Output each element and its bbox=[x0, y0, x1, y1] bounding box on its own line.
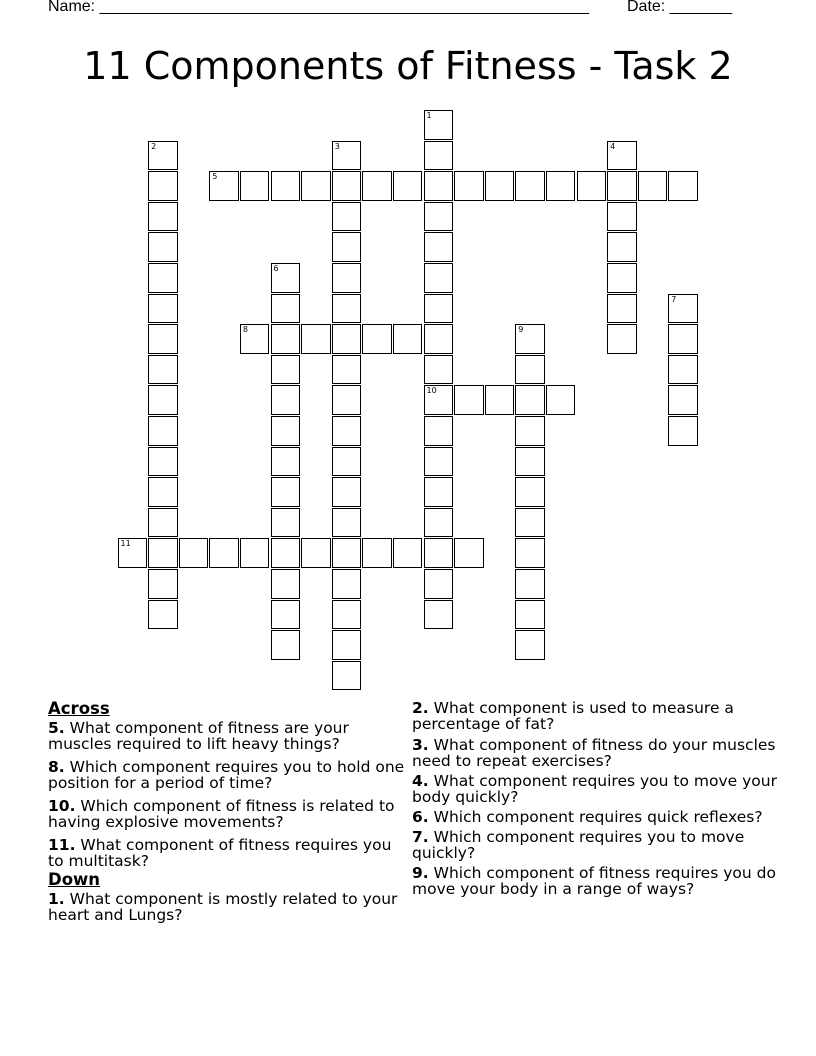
clue-text: What component of fitness do your muscles need to repeat exercises? bbox=[412, 736, 776, 770]
clue-number-label: 7 bbox=[671, 294, 677, 304]
crossword-cell[interactable] bbox=[301, 538, 331, 568]
crossword-cell[interactable] bbox=[424, 324, 454, 354]
crossword-cell[interactable] bbox=[332, 232, 362, 262]
clue-number-label: 6 bbox=[273, 264, 279, 273]
crossword-cell[interactable] bbox=[454, 385, 484, 415]
clue-number: 3. bbox=[412, 736, 429, 754]
crossword-cell[interactable] bbox=[332, 569, 362, 599]
clue-number: 6. bbox=[412, 808, 429, 826]
crossword-cell[interactable] bbox=[424, 141, 454, 171]
crossword-cell[interactable] bbox=[271, 416, 301, 446]
crossword-cell[interactable] bbox=[668, 324, 698, 354]
clue-down-6 bbox=[412, 809, 782, 825]
clue-across-11 bbox=[48, 837, 408, 869]
clue-text: What component is used to measure a percentage of fat? bbox=[412, 699, 734, 733]
crossword-cell[interactable] bbox=[515, 600, 545, 630]
crossword-cell[interactable] bbox=[577, 171, 607, 201]
crossword-cell[interactable] bbox=[515, 538, 545, 568]
crossword-cell[interactable] bbox=[607, 294, 637, 324]
crossword-cell[interactable] bbox=[179, 538, 209, 568]
clues-left-column bbox=[48, 700, 408, 930]
crossword-cell[interactable] bbox=[607, 263, 637, 293]
crossword-cell[interactable] bbox=[668, 416, 698, 446]
crossword-cell[interactable] bbox=[424, 355, 454, 385]
crossword-cell[interactable] bbox=[118, 538, 148, 568]
crossword-cell[interactable] bbox=[148, 508, 178, 538]
crossword-cell[interactable] bbox=[148, 385, 178, 415]
clue-number: 10. bbox=[48, 797, 76, 815]
crossword-cell[interactable] bbox=[424, 171, 454, 201]
crossword-cell[interactable] bbox=[332, 600, 362, 630]
clue-number: 8. bbox=[48, 758, 65, 776]
crossword-cell[interactable] bbox=[148, 355, 178, 385]
crossword-cell[interactable] bbox=[148, 171, 178, 201]
clue-number-label: 9 bbox=[518, 325, 524, 335]
crossword-cell[interactable] bbox=[240, 171, 270, 201]
clue-number: 9. bbox=[412, 864, 429, 882]
crossword-cell[interactable] bbox=[668, 294, 698, 324]
clues-right-column bbox=[412, 700, 782, 904]
clue-text: What component requires you to move your body quickly? bbox=[412, 772, 777, 806]
crossword-cell[interactable] bbox=[515, 477, 545, 507]
crossword-cell[interactable] bbox=[332, 508, 362, 538]
crossword-cell[interactable] bbox=[271, 385, 301, 415]
clue-number: 2. bbox=[412, 699, 429, 717]
crossword-cell[interactable] bbox=[332, 355, 362, 385]
clue-down-4 bbox=[412, 773, 782, 805]
clue-number-label: 2 bbox=[151, 141, 157, 151]
crossword-cell[interactable] bbox=[271, 630, 301, 660]
crossword-cell[interactable] bbox=[424, 202, 454, 232]
crossword-cell[interactable] bbox=[148, 141, 178, 171]
crossword-cell[interactable] bbox=[424, 385, 454, 415]
clue-number-label: 11 bbox=[120, 539, 131, 549]
clue-across-10 bbox=[48, 798, 408, 830]
clue-number-label: 5 bbox=[212, 172, 218, 182]
crossword-cell[interactable] bbox=[332, 141, 362, 171]
crossword-cell[interactable] bbox=[515, 171, 545, 201]
crossword-cell[interactable] bbox=[148, 477, 178, 507]
crossword-cell[interactable] bbox=[209, 538, 239, 568]
clue-text: What component is mostly related to your heart and Lungs? bbox=[48, 890, 398, 924]
crossword-cell[interactable] bbox=[515, 324, 545, 354]
crossword-cell[interactable] bbox=[240, 538, 270, 568]
crossword-cell[interactable] bbox=[148, 263, 178, 293]
clue-number: 1. bbox=[48, 890, 65, 908]
crossword-cell[interactable] bbox=[271, 171, 301, 201]
crossword-cell[interactable] bbox=[148, 600, 178, 630]
crossword-cell[interactable] bbox=[424, 416, 454, 446]
crossword-cell[interactable] bbox=[424, 110, 454, 140]
crossword-cell[interactable] bbox=[301, 324, 331, 354]
clue-text: Which component requires quick reflexes? bbox=[428, 808, 763, 826]
crossword-cell[interactable] bbox=[148, 294, 178, 324]
crossword-cell[interactable] bbox=[424, 508, 454, 538]
crossword-cell[interactable] bbox=[332, 661, 362, 691]
crossword-cell[interactable] bbox=[668, 385, 698, 415]
crossword-cell[interactable] bbox=[148, 324, 178, 354]
crossword-cell[interactable] bbox=[271, 600, 301, 630]
crossword-cell[interactable] bbox=[607, 232, 637, 262]
crossword-cell[interactable] bbox=[332, 416, 362, 446]
crossword-cell[interactable] bbox=[668, 355, 698, 385]
crossword-cell[interactable] bbox=[271, 508, 301, 538]
crossword-cell[interactable] bbox=[148, 202, 178, 232]
clue-number-label: 3 bbox=[334, 141, 340, 151]
clue-number-label: 10 bbox=[426, 386, 437, 396]
clue-number: 7. bbox=[412, 828, 429, 846]
crossword-cell[interactable] bbox=[515, 416, 545, 446]
crossword-cell[interactable] bbox=[515, 355, 545, 385]
crossword-cell[interactable] bbox=[424, 569, 454, 599]
crossword-cell[interactable] bbox=[393, 171, 423, 201]
clue-across-5 bbox=[48, 720, 408, 752]
name-line: Name: _______________________________________________________ bbox=[48, 0, 589, 15]
clue-number-label: 1 bbox=[426, 111, 432, 120]
crossword-cell[interactable] bbox=[271, 477, 301, 507]
date-line: Date: _______ bbox=[627, 0, 732, 15]
clue-down-2 bbox=[412, 700, 782, 732]
clue-down-7 bbox=[412, 829, 782, 861]
crossword-cell[interactable] bbox=[209, 171, 239, 201]
crossword-cell[interactable] bbox=[424, 600, 454, 630]
crossword-cell[interactable] bbox=[271, 355, 301, 385]
across-heading: Across bbox=[48, 699, 110, 718]
clue-text: Which component requires you to hold one position for a period of time? bbox=[48, 758, 405, 792]
crossword-cell[interactable] bbox=[271, 447, 301, 477]
crossword-cell[interactable] bbox=[515, 569, 545, 599]
crossword-cell[interactable] bbox=[332, 538, 362, 568]
crossword-cell[interactable] bbox=[454, 171, 484, 201]
crossword-cell[interactable] bbox=[424, 447, 454, 477]
crossword-cell[interactable] bbox=[424, 538, 454, 568]
crossword-cell[interactable] bbox=[393, 324, 423, 354]
crossword-cell[interactable] bbox=[515, 447, 545, 477]
clue-number: 4. bbox=[412, 772, 429, 790]
crossword-cell[interactable] bbox=[271, 263, 301, 293]
crossword-cell[interactable] bbox=[332, 294, 362, 324]
clue-number-label: 8 bbox=[242, 325, 248, 335]
crossword-cell[interactable] bbox=[332, 477, 362, 507]
crossword-cell[interactable] bbox=[332, 324, 362, 354]
clue-number: 11. bbox=[48, 836, 76, 854]
down-heading: Down bbox=[48, 870, 101, 889]
crossword-cell[interactable] bbox=[546, 171, 576, 201]
clue-down-3 bbox=[412, 737, 782, 769]
crossword-cell[interactable] bbox=[515, 385, 545, 415]
crossword-cell[interactable] bbox=[424, 232, 454, 262]
crossword-cell[interactable] bbox=[148, 447, 178, 477]
crossword-cell[interactable] bbox=[393, 538, 423, 568]
page-title: 11 Components of Fitness - Task 2 bbox=[83, 44, 733, 88]
crossword-cell[interactable] bbox=[148, 569, 178, 599]
clue-down-9 bbox=[412, 865, 782, 897]
crossword-cell[interactable] bbox=[546, 385, 576, 415]
crossword-cell[interactable] bbox=[332, 202, 362, 232]
crossword-cell[interactable] bbox=[148, 416, 178, 446]
crossword-cell[interactable] bbox=[515, 630, 545, 660]
clue-text: Which component of fitness is related to having explosive movements? bbox=[48, 797, 395, 831]
crossword-cell[interactable] bbox=[362, 324, 392, 354]
crossword-cell[interactable] bbox=[424, 477, 454, 507]
clue-across-8 bbox=[48, 759, 408, 791]
clue-text: Which component of fitness requires you do move your body in a range of ways? bbox=[412, 864, 776, 898]
crossword-cell[interactable] bbox=[454, 538, 484, 568]
crossword-cell[interactable] bbox=[148, 538, 178, 568]
crossword-cell[interactable] bbox=[271, 538, 301, 568]
clue-number-label: 4 bbox=[610, 141, 616, 151]
clue-number: 5. bbox=[48, 719, 65, 737]
crossword-cell[interactable] bbox=[301, 171, 331, 201]
crossword-cell[interactable] bbox=[332, 630, 362, 660]
crossword-cell[interactable] bbox=[332, 171, 362, 201]
crossword-cell[interactable] bbox=[240, 324, 270, 354]
crossword-cell[interactable] bbox=[332, 447, 362, 477]
crossword-cell[interactable] bbox=[607, 324, 637, 354]
clue-text: What component of fitness are your muscles required to lift heavy things? bbox=[48, 719, 349, 753]
crossword-cell[interactable] bbox=[332, 263, 362, 293]
crossword-cell[interactable] bbox=[424, 294, 454, 324]
crossword-cell[interactable] bbox=[424, 263, 454, 293]
crossword-cell[interactable] bbox=[607, 171, 637, 201]
crossword-cell[interactable] bbox=[271, 569, 301, 599]
crossword-cell[interactable] bbox=[607, 202, 637, 232]
crossword-cell[interactable] bbox=[362, 171, 392, 201]
crossword-cell[interactable] bbox=[271, 294, 301, 324]
crossword-cell[interactable] bbox=[271, 324, 301, 354]
crossword-cell[interactable] bbox=[607, 141, 637, 171]
crossword-cell[interactable] bbox=[638, 171, 668, 201]
crossword-cell[interactable] bbox=[485, 385, 515, 415]
clue-down-1 bbox=[48, 891, 408, 923]
crossword-cell[interactable] bbox=[515, 508, 545, 538]
crossword-cell[interactable] bbox=[148, 232, 178, 262]
crossword-cell[interactable] bbox=[485, 171, 515, 201]
crossword-cell[interactable] bbox=[668, 171, 698, 201]
clue-text: What component of fitness requires you to multitask? bbox=[48, 836, 392, 870]
clue-text: Which component requires you to move quickly? bbox=[412, 828, 745, 862]
crossword-cell[interactable] bbox=[332, 385, 362, 415]
crossword-cell[interactable] bbox=[362, 538, 392, 568]
